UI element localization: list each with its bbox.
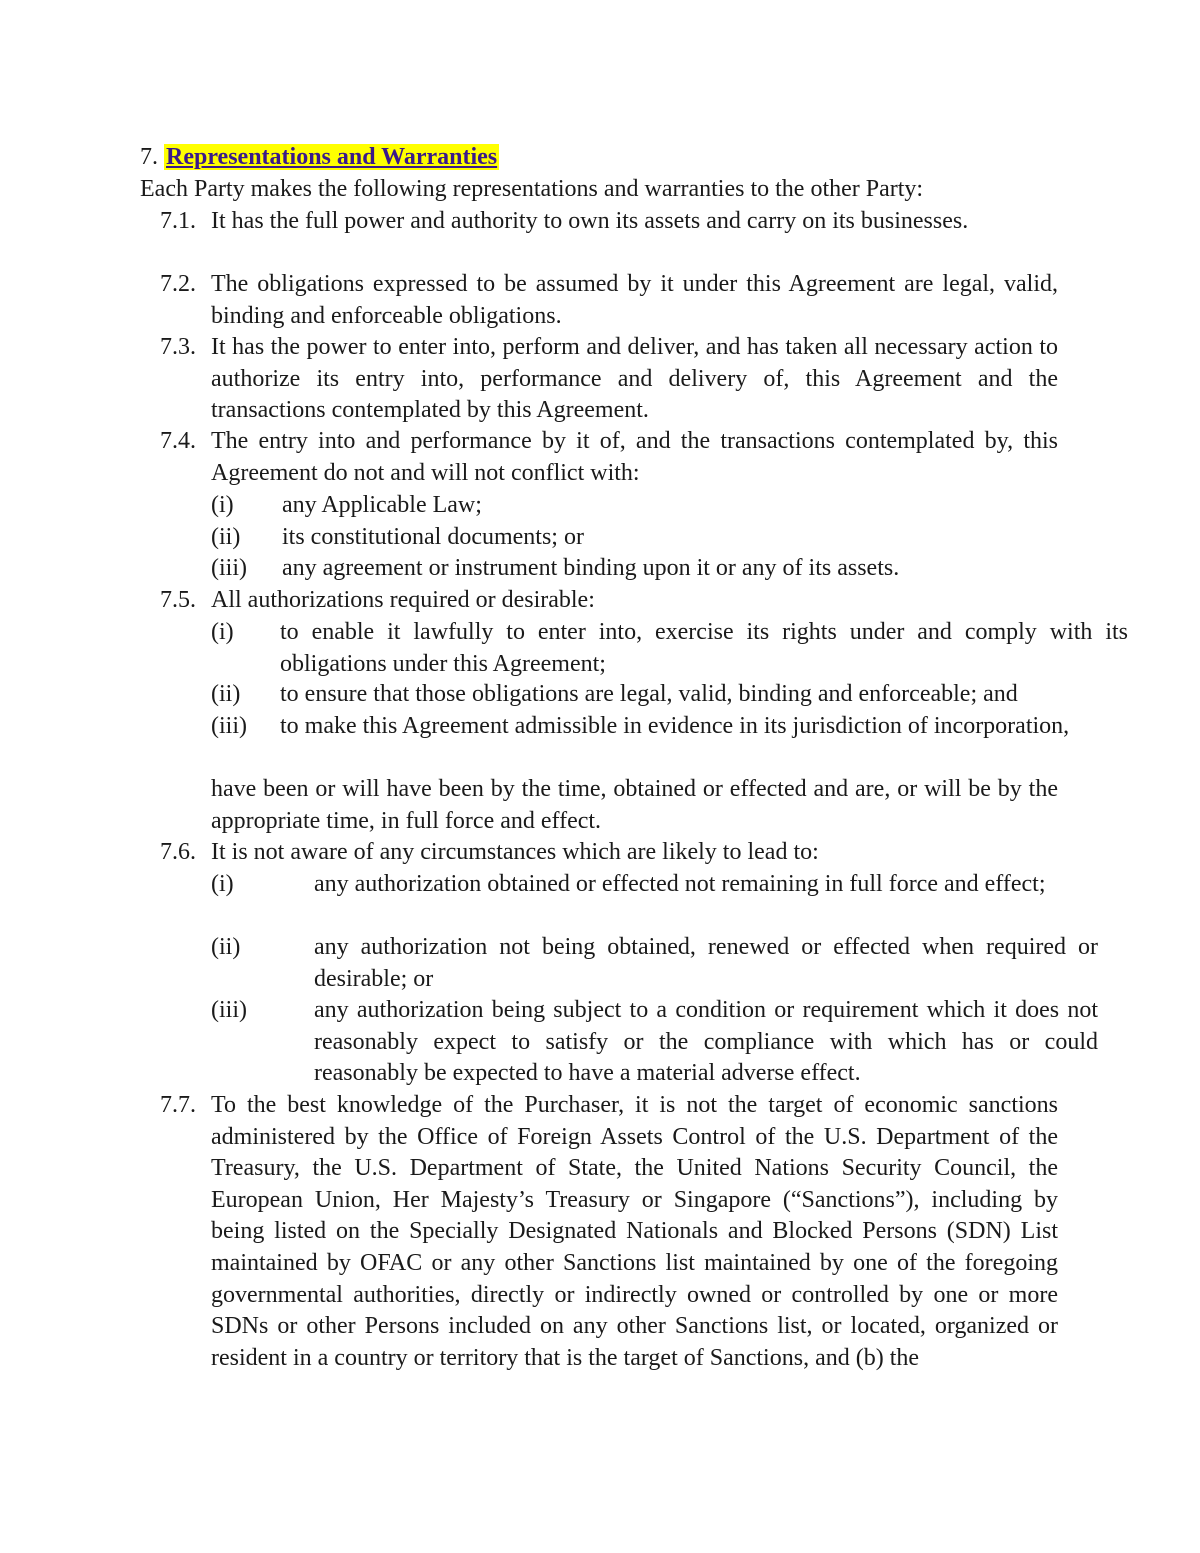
list-item-label: (iii): [211, 713, 247, 739]
section-heading: [140, 142, 499, 174]
clause-number: 7.4.: [160, 428, 196, 454]
list-item-label: (ii): [211, 934, 241, 960]
clause-number: 7.6.: [160, 839, 196, 865]
list-item-label: (iii): [211, 997, 247, 1023]
clause-7-5-tail: have been or will have been by the time, obtained or effected and are, or will be by the appropriate time, in full force and effect.: [211, 776, 1058, 834]
section-intro: Each Party makes the following representations and warranties to the other Party:: [140, 176, 924, 202]
clause-text: It has the full power and authority to own its assets and carry on its businesses.: [211, 208, 969, 234]
list-item-label: (ii): [211, 681, 241, 707]
clause-number: 7.3.: [160, 334, 196, 360]
clause-text: It has the power to enter into, perform and deliver, and has taken all necessary action to authorize its entry into, performance and delivery of, this Agreement and the transactions contemplated by this Agreement.: [211, 334, 1058, 424]
list-item-label: (i): [211, 619, 234, 645]
list-item-text: any Applicable Law;: [282, 492, 482, 518]
clause-text: The entry into and performance by it of, and the transactions contemplated by, this Agreement do not and will not conflict with:: [211, 428, 1058, 486]
list-item-text: its constitutional documents; or: [282, 524, 584, 550]
list-item-text: to make this Agreement admissible in evidence in its jurisdiction of incorporation,: [280, 713, 1070, 739]
clause-text: All authorizations required or desirable:: [211, 587, 595, 613]
list-item-text: to ensure that those obligations are legal, valid, binding and enforceable; and: [280, 681, 1018, 707]
list-item-text: any authorization not being obtained, renewed or effected when required or desirable; or: [314, 934, 1098, 992]
list-item-text: any authorization being subject to a condition or requirement which it does not reasonably expect to satisfy or the compliance with which has or could reasonably be expected to have a material adverse effect.: [314, 997, 1098, 1087]
section-title: Representations and Warranties: [166, 144, 498, 170]
clause-number: 7.2.: [160, 271, 196, 297]
list-item-text: any agreement or instrument binding upon it or any of its assets.: [282, 555, 900, 581]
list-item-label: (iii): [211, 555, 247, 581]
clause-number: 7.1.: [160, 208, 196, 234]
clause-text: The obligations expressed to be assumed by it under this Agreement are legal, valid, binding and enforceable obligations.: [211, 271, 1058, 329]
clause-number: 7.7.: [160, 1092, 196, 1118]
clause-text: It is not aware of any circumstances which are likely to lead to:: [211, 839, 819, 865]
list-item-label: (i): [211, 871, 234, 897]
section-number: 7.: [140, 144, 158, 170]
list-item-text: to enable it lawfully to enter into, exercise its rights under and comply with its obligations under this Agreement;: [280, 619, 1128, 677]
list-item-label: (i): [211, 492, 234, 518]
clause-number: 7.5.: [160, 587, 196, 613]
clause-text: To the best knowledge of the Purchaser, it is not the target of economic sanctions administered by the Office of Foreign Assets Control of the U.S. Department of the Treasury, the U.S. Department of State, the United Nations Security Council, the European Union, Her Majesty’s Treasury or Singapore (“Sanctions”), including by being listed on the Specially Designated Nationals and Blocked Persons (SDN) List maintained by OFAC or any other Sanctions list maintained by one of the foregoing governmental authorities, directly or indirectly owned or controlled by one or more SDNs or other Persons included on any other Sanctions list, or located, organized or resident in a country or territory that is the target of Sanctions, and (b) the: [211, 1092, 1058, 1371]
list-item-label: (ii): [211, 524, 241, 550]
list-item-text: any authorization obtained or effected not remaining in full force and effect;: [314, 871, 1046, 897]
